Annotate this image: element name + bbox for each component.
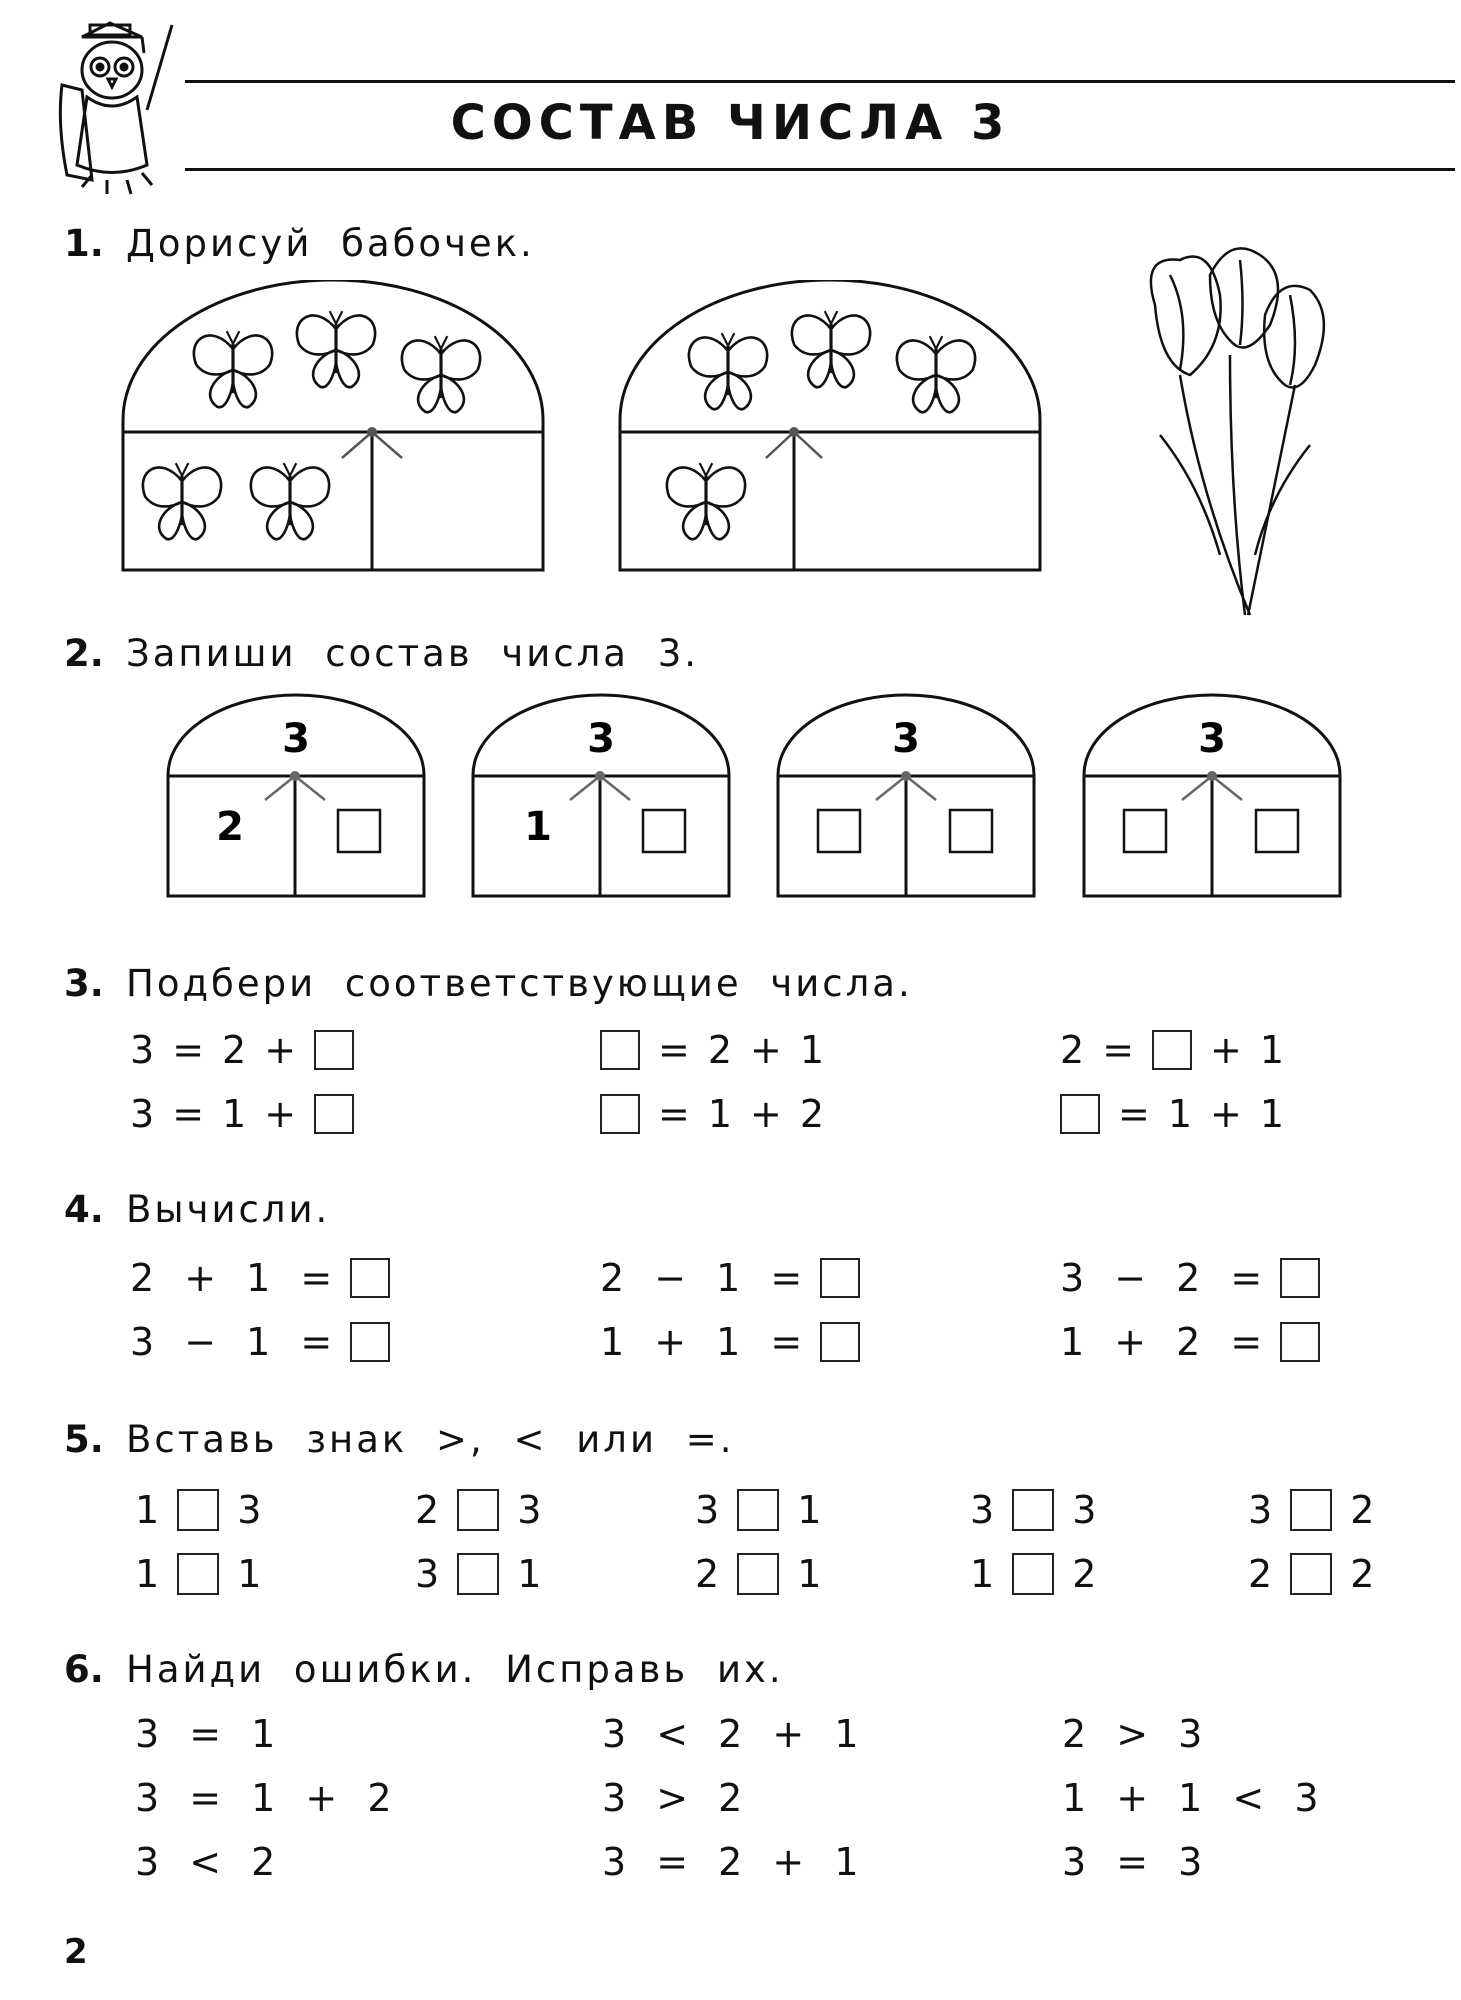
task-1-heading: 1. Дорисуй бабочек. bbox=[64, 222, 535, 265]
sign-box[interactable] bbox=[1012, 1553, 1054, 1595]
task-6-col-1-row-1: 3 = 1 bbox=[135, 1712, 276, 1756]
answer-box[interactable] bbox=[600, 1094, 640, 1134]
task-6-col-3-row-1: 2 > 3 bbox=[1062, 1712, 1203, 1756]
task-2-number-houses bbox=[160, 690, 1360, 910]
task-3-row-2-c: = 1 + 1 bbox=[1060, 1092, 1284, 1136]
task-5-row-1-item-1: 1 3 bbox=[135, 1488, 262, 1532]
answer-box[interactable] bbox=[314, 1094, 354, 1134]
task-5-row-1-item-4: 3 3 bbox=[970, 1488, 1097, 1532]
number-house-1-left: 2 bbox=[216, 804, 244, 850]
task-6-heading: 6. Найди ошибки. Исправь их. bbox=[64, 1648, 784, 1691]
task-4-row-2-b: 1 + 1 = bbox=[600, 1320, 860, 1364]
number-house-2-left: 1 bbox=[524, 804, 552, 850]
sign-box[interactable] bbox=[177, 1489, 219, 1531]
task-4-row-2-a: 3 − 1 = bbox=[130, 1320, 390, 1364]
task-4-row-1-a: 2 + 1 = bbox=[130, 1256, 390, 1300]
page-number: 2 bbox=[64, 1932, 88, 1972]
answer-box[interactable] bbox=[820, 1322, 860, 1362]
task-6-col-3-row-2: 1 + 1 < 3 bbox=[1062, 1776, 1319, 1820]
task-4-row-1-c: 3 − 2 = bbox=[1060, 1256, 1320, 1300]
tulip-bouquet bbox=[1120, 235, 1340, 630]
task-6-col-1-row-2: 3 = 1 + 2 bbox=[135, 1776, 392, 1820]
number-house-2 bbox=[473, 695, 729, 896]
task-5-row-2-item-5: 2 2 bbox=[1248, 1552, 1375, 1596]
number-house-3-top: 3 bbox=[892, 716, 920, 762]
task-3-row-2-b: = 1 + 2 bbox=[600, 1092, 824, 1136]
sign-box[interactable] bbox=[737, 1489, 779, 1531]
task-5-row-2-item-3: 2 1 bbox=[695, 1552, 822, 1596]
answer-box[interactable] bbox=[1280, 1258, 1320, 1298]
answer-box[interactable] bbox=[350, 1322, 390, 1362]
sign-box[interactable] bbox=[1290, 1553, 1332, 1595]
number-house-3 bbox=[778, 695, 1034, 896]
task-5-row-2-item-4: 1 2 bbox=[970, 1552, 1097, 1596]
task-2-heading: 2. Запиши состав числа 3. bbox=[64, 632, 700, 675]
number-house-1-top: 3 bbox=[282, 716, 310, 762]
header-rule-bottom bbox=[185, 168, 1455, 171]
answer-box[interactable] bbox=[1060, 1094, 1100, 1134]
sign-box[interactable] bbox=[457, 1489, 499, 1531]
task-6-col-3-row-3: 3 = 3 bbox=[1062, 1840, 1203, 1884]
answer-box[interactable] bbox=[820, 1258, 860, 1298]
task-5-row-1-item-3: 3 1 bbox=[695, 1488, 822, 1532]
task-3-row-2-a: 3 = 1 + bbox=[130, 1092, 354, 1136]
task-6-col-2-row-2: 3 > 2 bbox=[602, 1776, 743, 1820]
answer-box[interactable] bbox=[1152, 1030, 1192, 1070]
task-4-row-2-c: 1 + 2 = bbox=[1060, 1320, 1320, 1364]
answer-box[interactable] bbox=[314, 1030, 354, 1070]
butterfly-house-1 bbox=[123, 280, 543, 570]
number-house-1 bbox=[168, 695, 424, 896]
task-4-row-1-b: 2 − 1 = bbox=[600, 1256, 860, 1300]
header-rule-top bbox=[185, 80, 1455, 83]
sign-box[interactable] bbox=[1012, 1489, 1054, 1531]
task-5-row-2-item-1: 1 1 bbox=[135, 1552, 262, 1596]
task-6-col-2-row-1: 3 < 2 + 1 bbox=[602, 1712, 859, 1756]
task-3-row-1-a: 3 = 2 + bbox=[130, 1028, 354, 1072]
task-5-heading: 5. Вставь знак >, < или =. bbox=[64, 1418, 735, 1461]
answer-box[interactable] bbox=[600, 1030, 640, 1070]
sign-box[interactable] bbox=[1290, 1489, 1332, 1531]
sign-box[interactable] bbox=[737, 1553, 779, 1595]
number-house-2-top: 3 bbox=[587, 716, 615, 762]
page-title: СОСТАВ ЧИСЛА 3 bbox=[450, 95, 1011, 151]
number-house-4-top: 3 bbox=[1198, 716, 1226, 762]
task-1-butterfly-houses bbox=[110, 280, 1070, 580]
task-6-col-1-row-3: 3 < 2 bbox=[135, 1840, 276, 1884]
task-5-row-2-item-2: 3 1 bbox=[415, 1552, 542, 1596]
sign-box[interactable] bbox=[177, 1553, 219, 1595]
sign-box[interactable] bbox=[457, 1553, 499, 1595]
task-3-row-1-b: = 2 + 1 bbox=[600, 1028, 824, 1072]
task-5-row-1-item-5: 3 2 bbox=[1248, 1488, 1375, 1532]
task-4-heading: 4. Вычисли. bbox=[64, 1188, 331, 1231]
task-5-row-1-item-2: 2 3 bbox=[415, 1488, 542, 1532]
task-6-col-2-row-3: 3 = 2 + 1 bbox=[602, 1840, 859, 1884]
task-3-row-1-c: 2 = + 1 bbox=[1060, 1028, 1285, 1072]
number-house-4 bbox=[1084, 695, 1340, 896]
answer-box[interactable] bbox=[350, 1258, 390, 1298]
answer-box[interactable] bbox=[1280, 1322, 1320, 1362]
butterfly-house-2 bbox=[620, 280, 1040, 570]
task-3-heading: 3. Подбери соответствующие числа. bbox=[64, 962, 913, 1005]
